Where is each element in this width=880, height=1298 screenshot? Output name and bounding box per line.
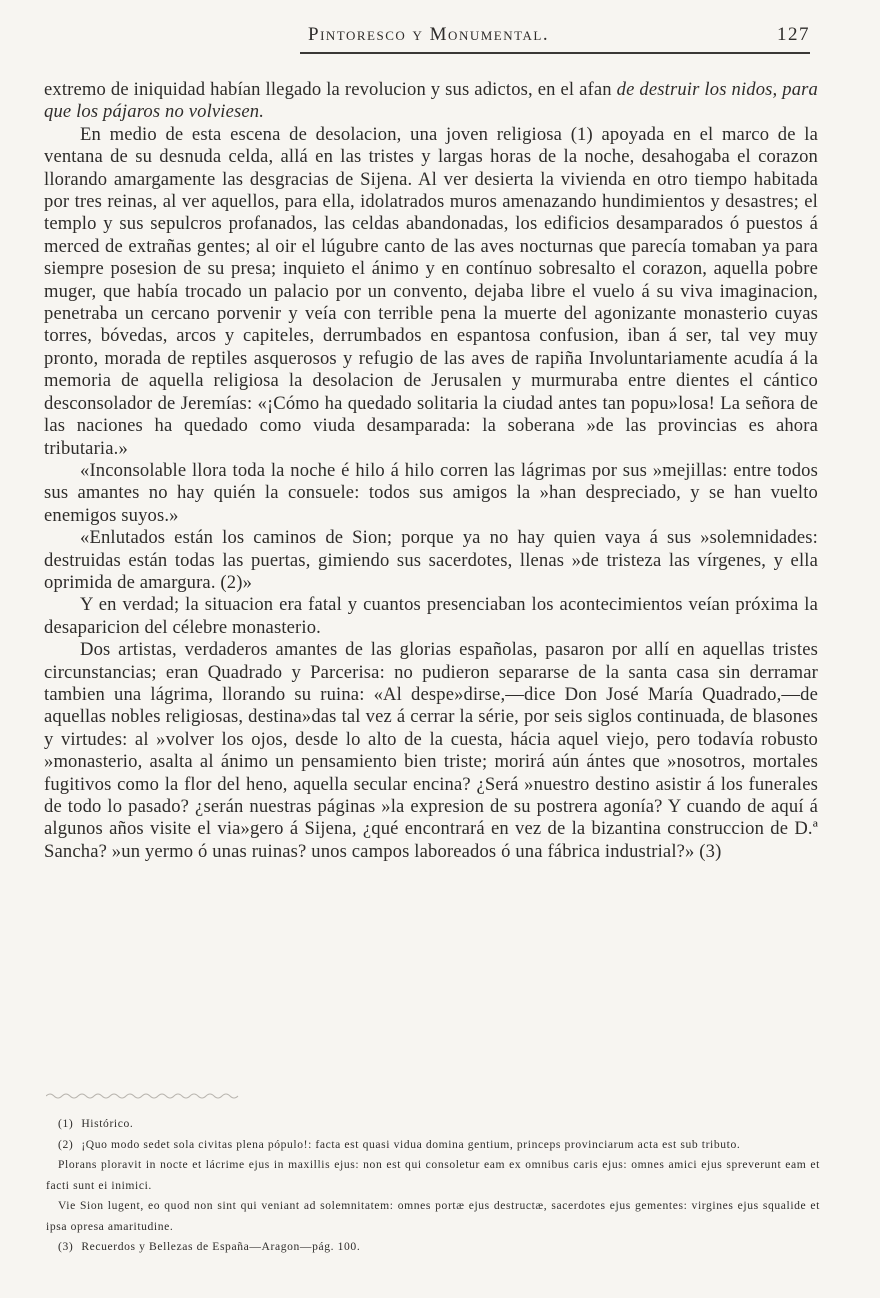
- running-title: Pintoresco y Monumental.: [308, 24, 550, 45]
- footnote-2-text: ¡Quo modo sedet sola civitas plena pópulo!: facta est quasi vidua domina gentium, princeps provinciarum acta est sub tributo.: [81, 1137, 741, 1151]
- footnote-3-mark: (3): [58, 1240, 74, 1253]
- footnote-ornament: [46, 1088, 241, 1104]
- footnote-3-text: Recuerdos y Bellezas de España—Aragon—pág. 100.: [81, 1240, 361, 1253]
- footnote-2: [46, 1135, 820, 1156]
- footnote-3: [46, 1237, 820, 1258]
- footnote-1-text: Histórico.: [81, 1117, 134, 1130]
- header-rule: [300, 52, 810, 54]
- paragraph-3: «Inconsolable llora toda la noche é hilo á hilo corren las lágrimas por sus »mejillas: entre todos sus amantes no hay quién la consuele: todos sus amigos la »han despreciado, y se han vuelto enemigos suyos.»: [44, 459, 818, 526]
- paragraph-1: [44, 79, 818, 124]
- footnote-1-mark: (1): [58, 1117, 74, 1130]
- paragraph-6: Dos artistas, verdaderos amantes de las glorias españolas, pasaron por allí en aquellas tristes circunstancias; eran Quadrado y Parcerisa: no pudieron separarse de la santa casa sin derramar tambien una lágrima, llorando su ruina: «Al despe»dirse,—dice Don José María Quadrado,—de aquellas nobles religiosas, destina»das tal vez á cerrar la série, por seis siglos continuada, de blasones y virtudes: al »volver los ojos, desde lo alto de la cuesta, hácia aquel viejo, pero todavía robusto »monasterio, asalta al ánimo un pensamiento bien triste; morirá aún ántes que »nosotros, mortales fugitivos como la flor del heno, aquella secular encina? ¿Será »nuestro destino asistir á los funerales de todo lo pasado? ¿serán nuestras páginas »la expresion de su postrera agonía? Y cuando de aquí á algunos años visite el via»gero á Sijena, ¿qué encontrará en vez de la bizantina construccion de D.ª Sancha? »un yermo ó unas ruinas? unos campos laboreados ó una fábrica industrial?» (3): [44, 639, 818, 862]
- body-text: [44, 79, 818, 863]
- footnote-1: [46, 1114, 820, 1135]
- footnote-2-mark: (2): [58, 1137, 74, 1151]
- footnote-2-verse-3: Vie Sion lugent, eo quod non sint qui veniant ad solemnitatem: omnes portæ ejus destructæ, sacerdotes ejus gementes: virgines ejus squalide et ipsa opresa amaritudine.: [46, 1199, 820, 1233]
- page-number: 127: [777, 24, 810, 45]
- footnote-2-verse-2: Plorans ploravit in nocte et lácrime ejus in maxillis ejus: non est qui consoletur eam ex omnibus caris ejus: omnes amici ejus spreverunt eam et facti sunt ei inimici.: [46, 1158, 820, 1192]
- paragraph-4: «Enlutados están los caminos de Sion; porque ya no hay quien vaya á sus »solemnidades: destruidas están todas las puertas, gimiendo sus sacerdotes, llenas »de tristeza las vírgenes, y ella oprimida de amargura. (2)»: [44, 527, 818, 593]
- paragraph-1-italic: de destruir los nidos, para que los pájaros no volviesen.: [44, 79, 818, 123]
- paragraph-1-text: extremo de iniquidad habían llegado la revolucion y sus adictos, en el afan: [44, 79, 617, 100]
- paragraph-5: Y en verdad; la situacion era fatal y cuantos presenciaban los acontecimientos veían próxima la desaparicion del célebre monasterio.: [44, 594, 818, 638]
- footnotes: [46, 1114, 820, 1258]
- running-head: [300, 22, 810, 52]
- paragraph-2: En medio de esta escena de desolacion, una joven religiosa (1) apoyada en el marco de la ventana de su desnuda celda, allá en las tristes y largas horas de la noche, desahogaba el corazon llorando amargamente las desgracias de Sijena. Al ver desierta la vivienda en otro tiempo habitada por tres reinas, al ver aquellos, para ella, idolatrados muros amenazando hundimientos y desastres; el templo y sus sepulcros profanados, las celdas abandonadas, los edificios desamparados ó puestos á merced de extrañas gentes; al oir el lúgubre canto de las aves nocturnas que parecía tomaban ya para siempre posesion de su presa; inquieto el ánimo y en contínuo sobresalto el corazon, aquella pobre muger, que había trocado un palacio por un convento, dejaba libre el vuelo á su viva imaginacion, penetraba un cercano porvenir y veía con terrible pena la muerte del agonizante monasterio cuyas torres, bóvedas, arcos y capiteles, derrumbados en espantosa confusion, iban á ser, tal vey muy pronto, morada de reptiles asquerosos y refugio de las aves de rapiña Involuntariamente acudía á la memoria de aquella religiosa la desolacion de Jerusalen y murmuraba entre dientes el cántico desconsolador de Jeremías: «¡Cómo ha quedado solitaria la ciudad antes tan popu»losa! La señora de las naciones ha quedado como viuda desamparada: la soberana »de las provincias es ahora tributaria.»: [44, 123, 818, 459]
